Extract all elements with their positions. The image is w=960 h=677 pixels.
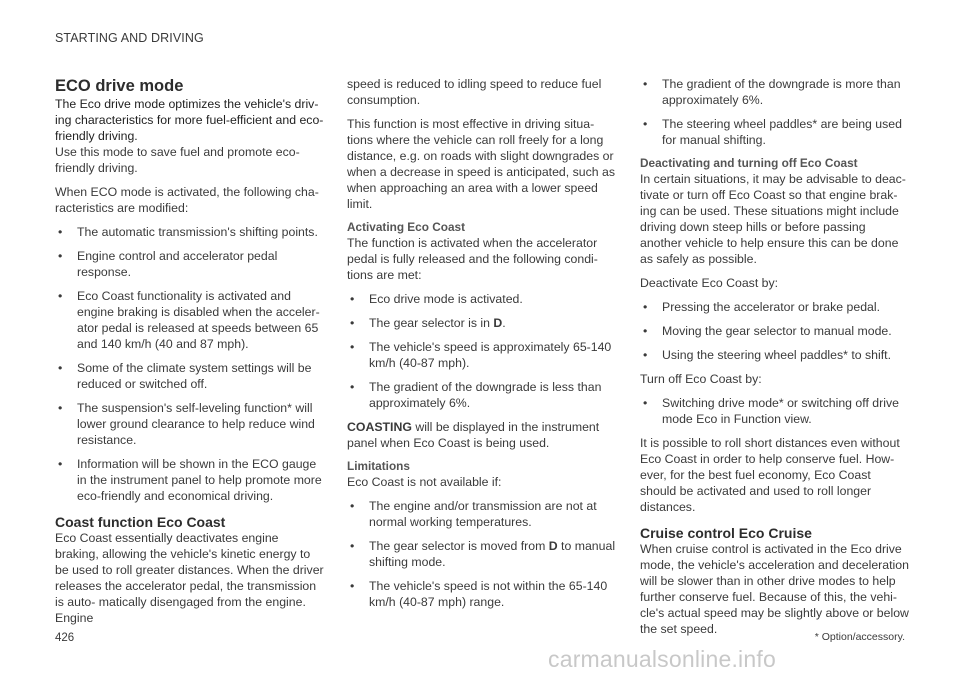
activating-heading: Activating Eco Coast: [347, 220, 465, 234]
lead-paragraph: The Eco drive mode optimizes the vehicle's driv- ing characteristics for more fuel-efficient and eco-friendly driving.: [55, 97, 324, 143]
deactivate-by-paragraph: Deactivate Eco Coast by:: [640, 276, 779, 290]
characteristics-paragraph: When ECO mode is activated, the following cha- racteristics are modified:: [55, 185, 319, 215]
list-item: • Information will be shown in the ECO gauge in the instrument panel to help promote more eco-friendly and economical driving.: [58, 457, 322, 503]
coast-heading: Coast function Eco Coast: [55, 514, 226, 530]
list-item: • The engine and/or transmission are not at normal working temperatures.: [350, 499, 597, 529]
section-header: STARTING AND DRIVING: [55, 31, 204, 45]
column-3: [640, 76, 910, 637]
bullet-icon: •: [643, 300, 648, 314]
turnoff-paragraph: Turn off Eco Coast by:: [640, 372, 762, 386]
list-item: • The suspension's self-leveling function* will lower ground clearance to help reduce wind resistance.: [58, 401, 315, 447]
bullet-icon: •: [643, 324, 648, 338]
list-item: • Some of the climate system settings will be reduced or switched off.: [58, 361, 312, 391]
list-item: • The gear selector is moved from D to manual shifting mode.: [350, 539, 616, 569]
bullet-icon: •: [643, 396, 648, 410]
list-item: • Using the steering wheel paddles* to shift.: [643, 348, 891, 362]
roll-paragraph: It is possible to roll short distances even without Eco Coast in order to help conserve fuel. How- ever, for the best fuel economy, Eco Coast should be activated and used to roll longer distances.: [640, 436, 900, 514]
cruise-paragraph: When cruise control is activated in the Eco drive mode, the vehicle's acceleration and deceleration will be slower than in other drive modes to help further conserve fuel. Because of this, the vehi- cle's actual speed may be slightly above or below the set speed.: [640, 542, 909, 636]
bullet-icon: •: [643, 348, 648, 362]
turnoff-list: [640, 395, 910, 427]
bullet-icon: •: [58, 225, 63, 239]
page-title: ECO drive mode: [55, 77, 184, 95]
coasting-label: COASTING: [347, 420, 412, 434]
bullet-icon: •: [58, 457, 63, 471]
bullet-icon: •: [350, 539, 355, 553]
list-item: • The steering wheel paddles* are being used for manual shifting.: [643, 117, 902, 147]
list-item: • Moving the gear selector to manual mode.: [643, 324, 892, 338]
limitations-list: [347, 498, 617, 610]
intro-paragraph: Use this mode to save fuel and promote eco- friendly driving.: [55, 145, 300, 175]
list-item: • Engine control and accelerator pedal response.: [58, 249, 278, 279]
list-item: • Eco Coast functionality is activated and engine braking is disabled when the acceler- ator pedal is released at speeds between 65 and 140 km/h (40 and 87 mph).: [58, 289, 320, 351]
effective-paragraph: This function is most effective in driving situa- tions where the vehicle can roll freely for a long distance, e.g. on roads with slight downgrades or when a decrease in speed is anticipated, such as when approaching an area with a lower speed limit.: [347, 117, 615, 211]
list-item: • Eco drive mode is activated.: [350, 292, 523, 306]
bullet-icon: •: [350, 316, 355, 330]
deactivate-list: [640, 299, 910, 363]
list-item: • The automatic transmission's shifting points.: [58, 225, 318, 239]
idle-paragraph: speed is reduced to idling speed to reduce fuel consumption.: [347, 77, 602, 107]
list-item: • The gear selector is in D.: [350, 316, 506, 330]
list-item: • The vehicle's speed is not within the 65-140 km/h (40-87 mph) range.: [350, 579, 608, 609]
deactivating-paragraph: In certain situations, it may be advisable to deac- tivate or turn off Eco Coast so that engine brak- ing can be used. These situations might include driving down steep hills or before passing another vehicle to help ensure this can be done as safely as possible.: [640, 172, 906, 266]
deactivating-heading: Deactivating and turning off Eco Coast: [640, 156, 858, 170]
column-1: [55, 76, 325, 626]
list-item: • The gradient of the downgrade is less than approximately 6%.: [350, 380, 602, 410]
bullet-icon: •: [58, 249, 63, 263]
page-number: 426: [55, 632, 75, 644]
bullet-icon: •: [350, 499, 355, 513]
bullet-icon: •: [58, 361, 63, 375]
bullet-icon: •: [350, 380, 355, 394]
watermark: carmanualsonline.info: [548, 646, 776, 672]
bullet-icon: •: [643, 77, 648, 91]
coast-paragraph: Eco Coast essentially deactivates engine braking, allowing the vehicle's kinetic energy to be used to roll greater distances. When the driver releases the accelerator pedal, the transmission is auto- matically disengaged from the engine. Engine: [55, 531, 324, 625]
bullet-icon: •: [643, 117, 648, 131]
activating-list: [347, 291, 617, 411]
bullet-icon: •: [350, 579, 355, 593]
activating-paragraph: The function is activated when the accelerator pedal is fully released and the following condi- tions are met:: [347, 236, 598, 282]
list-item: • The gradient of the downgrade is more than approximately 6%.: [643, 77, 901, 107]
limitations-heading: Limitations: [347, 459, 410, 473]
characteristics-list: [55, 224, 325, 504]
bullet-icon: •: [350, 292, 355, 306]
limitations-paragraph: Eco Coast is not available if:: [347, 475, 502, 489]
bullet-icon: •: [58, 401, 63, 415]
list-item: • The vehicle's speed is approximately 65-140 km/h (40-87 mph).: [350, 340, 612, 370]
column-2: [347, 76, 617, 618]
bullet-icon: •: [350, 340, 355, 354]
list-item: • Switching drive mode* or switching off drive mode Eco in Function view.: [643, 396, 899, 426]
bullet-icon: •: [58, 289, 63, 303]
coasting-paragraph: COASTING will be displayed in the instrument panel when Eco Coast is being used.: [347, 420, 600, 450]
list-item: • Pressing the accelerator or brake pedal.: [643, 300, 881, 314]
option-footnote: * Option/accessory.: [814, 631, 905, 643]
cruise-heading: Cruise control Eco Cruise: [640, 525, 812, 541]
limitations-list-continued: [640, 76, 910, 148]
